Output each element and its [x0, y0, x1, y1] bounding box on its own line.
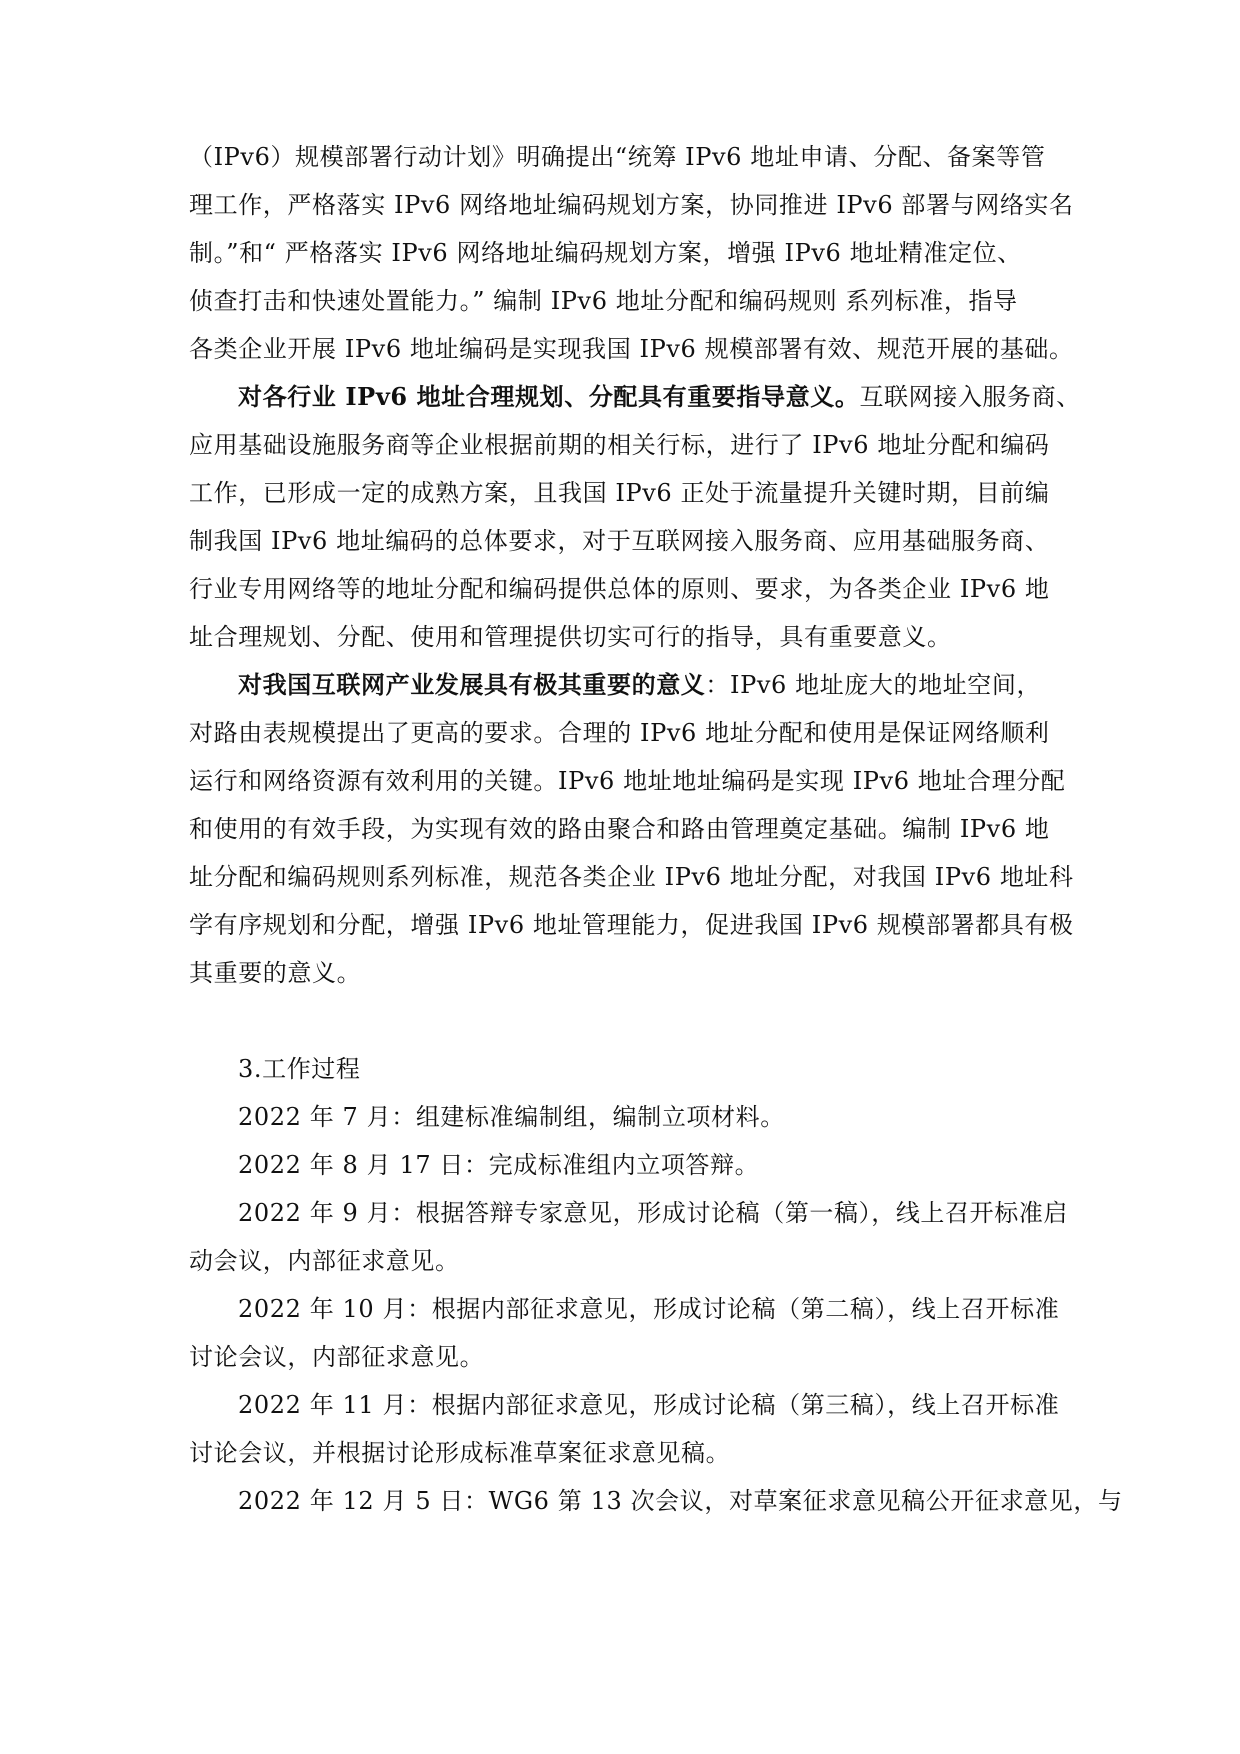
paragraph-3-line-6: 学有序规划和分配，增强 IPv6 地址管理能力，促进我国 IPv6 规模部署都具有极 [189, 911, 1074, 939]
paragraph-2-line-3: 工作，已形成一定的成熟方案，且我国 IPv6 正处于流量提升关键时期，目前编 [189, 479, 1050, 507]
paragraph-3-line-3: 运行和网络资源有效利用的关键。IPv6 地址地址编码是实现 IPv6 地址合理分配 [189, 767, 1066, 795]
paragraph-2-first-line-rest: 互联网接入服务商、 [859, 383, 1081, 411]
paragraph-3-first-line-rest: ：IPv6 地址庞大的地址空间， [705, 671, 1042, 699]
paragraph-2-line-4: 制我国 IPv6 地址编码的总体要求，对于互联网接入服务商、应用基础服务商、 [189, 527, 1050, 555]
paragraph-2-line-5: 行业专用网络等的地址分配和编码提供总体的原则、要求，为各类企业 IPv6 地 [189, 575, 1050, 603]
paragraph-3-lead: 对我国互联网产业发展具有极其重要的意义 [238, 670, 706, 699]
section-heading: 3.工作过程 [238, 1055, 361, 1083]
paragraph-3-line-5: 址分配和编码规则系列标准，规范各类企业 IPv6 地址分配，对我国 IPv6 地址科 [189, 863, 1074, 891]
paragraph-1-line-2: 理工作，严格落实 IPv6 网络地址编码规划方案，协同推进 IPv6 部署与网络实名 [189, 191, 1074, 219]
paragraph-2-lead: 对各行业 IPv6 地址合理规划、分配具有重要指导意义。 [238, 382, 860, 411]
paragraph-3-line-4: 和使用的有效手段，为实现有效的路由聚合和路由管理奠定基础。编制 IPv6 地 [189, 815, 1050, 843]
timeline-entry-2: 2022 年 8 月 17 日：完成标准组内立项答辩。 [238, 1151, 760, 1179]
paragraph-2-line-6: 址合理规划、分配、使用和管理提供切实可行的指导，具有重要意义。 [189, 623, 952, 651]
paragraph-2-line-2: 应用基础设施服务商等企业根据前期的相关行标，进行了 IPv6 地址分配和编码 [189, 431, 1050, 459]
timeline-entry-3-line-2: 动会议，内部征求意见。 [189, 1247, 460, 1275]
paragraph-1-line-5: 各类企业开展 IPv6 地址编码是实现我国 IPv6 规模部署有效、规范开展的基础。 [189, 335, 1074, 363]
timeline-entry-5-line-1: 2022 年 11 月：根据内部征求意见，形成讨论稿（第三稿），线上召开标准 [238, 1391, 1060, 1419]
timeline-entry-5-line-2: 讨论会议，并根据讨论形成标准草案征求意见稿。 [189, 1439, 731, 1467]
paragraph-2-first-line [238, 382, 1081, 412]
timeline-entry-3-line-1: 2022 年 9 月：根据答辩专家意见，形成讨论稿（第一稿），线上召开标准启 [238, 1199, 1069, 1227]
timeline-entry-6: 2022 年 12 月 5 日：WG6 第 13 次会议，对草案征求意见稿公开征求意见，与 [238, 1487, 1123, 1515]
paragraph-1-line-3: 制。”和“ 严格落实 IPv6 网络地址编码规划方案，增强 IPv6 地址精准定位、 [189, 239, 1022, 267]
timeline-entry-1: 2022 年 7 月：组建标准编制组，编制立项材料。 [238, 1103, 785, 1131]
timeline-entry-4-line-2: 讨论会议，内部征求意见。 [189, 1343, 485, 1371]
paragraph-1-line-4: 侦查打击和快速处置能力。” 编制 IPv6 地址分配和编码规则 系列标准，指导 [189, 287, 1018, 315]
paragraph-3-line-7: 其重要的意义。 [189, 959, 362, 987]
paragraph-3-first-line [238, 670, 1041, 700]
paragraph-3-line-2: 对路由表规模提出了更高的要求。合理的 IPv6 地址分配和使用是保证网络顺利 [189, 719, 1050, 747]
timeline-entry-4-line-1: 2022 年 10 月：根据内部征求意见，形成讨论稿（第二稿），线上召开标准 [238, 1295, 1060, 1323]
paragraph-1-line-1: （IPv6）规模部署行动计划》明确提出“统筹 IPv6 地址申请、分配、备案等管 [189, 143, 1046, 171]
